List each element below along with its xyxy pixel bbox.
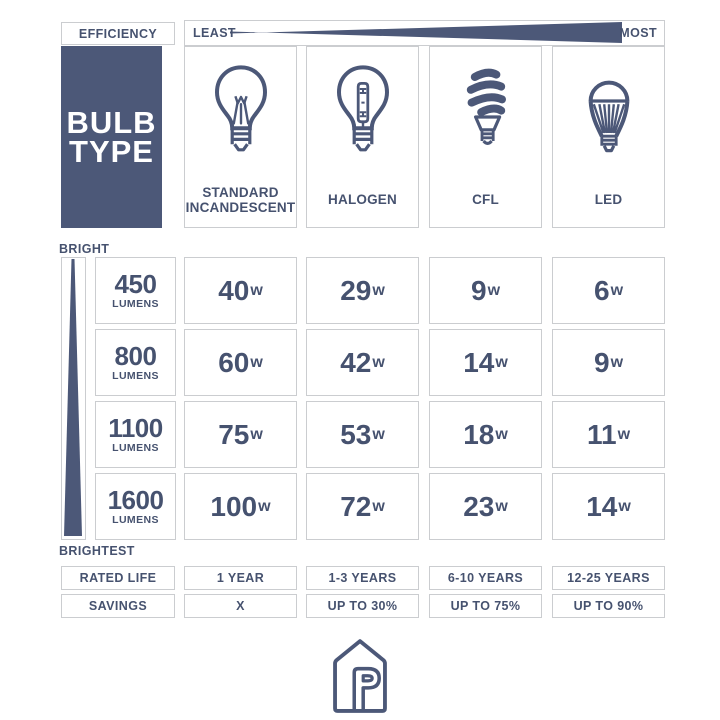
watt-cell: 100 w <box>184 473 297 540</box>
rated-life-value: 6-10 YEARS <box>429 566 542 590</box>
bulb-type-header <box>61 46 162 228</box>
savings-value: UP TO 90% <box>552 594 665 618</box>
column-standard-incandescent <box>184 46 297 228</box>
column-led <box>552 46 665 228</box>
watt-cell: 11 w <box>552 401 665 468</box>
led-bulb-icon <box>568 61 650 165</box>
brightness-wedge-icon <box>62 258 84 538</box>
watt-cell: 14 w <box>429 329 542 396</box>
bulb-name: HALOGEN <box>328 192 397 208</box>
watt-cell: 14 w <box>552 473 665 540</box>
brightest-label: BRIGHTEST <box>59 544 135 558</box>
cfl-bulb-icon <box>445 61 527 165</box>
rated-life-value: 1-3 YEARS <box>306 566 419 590</box>
lumens-cell: 1600 LUMENS <box>95 473 176 540</box>
watt-cell: 6 w <box>552 257 665 324</box>
column-cfl <box>429 46 542 228</box>
incandescent-bulb-icon <box>200 61 282 165</box>
lumens-cell: 1100 LUMENS <box>95 401 176 468</box>
efficiency-wedge-icon <box>230 22 622 43</box>
watt-cell: 23 w <box>429 473 542 540</box>
least-label: LEAST <box>193 26 236 40</box>
watt-cell: 60 w <box>184 329 297 396</box>
bright-label: BRIGHT <box>59 242 110 256</box>
brightness-wedge <box>61 257 86 540</box>
bulb-type-line2: TYPE <box>69 134 154 169</box>
savings-value: UP TO 75% <box>429 594 542 618</box>
savings-value: UP TO 30% <box>306 594 419 618</box>
bulb-name: STANDARD INCANDESCENT <box>185 184 296 215</box>
efficiency-scale <box>184 20 665 46</box>
column-halogen <box>306 46 419 228</box>
watt-cell: 9 w <box>552 329 665 396</box>
bulb-type-line1: BULB <box>66 104 157 140</box>
watt-cell: 9 w <box>429 257 542 324</box>
watt-cell: 29 w <box>306 257 419 324</box>
rated-life-label: RATED LIFE <box>61 566 175 590</box>
halogen-bulb-icon <box>322 61 404 165</box>
rated-life-value: 12-25 YEARS <box>552 566 665 590</box>
watt-cell: 53 w <box>306 401 419 468</box>
savings-value: X <box>184 594 297 618</box>
p-house-logo <box>328 637 392 717</box>
p-house-logo-icon <box>328 637 392 717</box>
watt-cell: 75 w <box>184 401 297 468</box>
lumens-cell: 800 LUMENS <box>95 329 176 396</box>
bulb-name: LED <box>594 192 623 208</box>
watt-cell: 72 w <box>306 473 419 540</box>
bulb-name: CFL <box>472 192 499 208</box>
lumens-cell: 450 LUMENS <box>95 257 176 324</box>
watt-cell: 42 w <box>306 329 419 396</box>
most-label: MOST <box>619 26 657 40</box>
savings-label: SAVINGS <box>61 594 175 618</box>
efficiency-label: EFFICIENCY <box>61 22 175 45</box>
watt-cell: 18 w <box>429 401 542 468</box>
watt-cell: 40 w <box>184 257 297 324</box>
rated-life-value: 1 YEAR <box>184 566 297 590</box>
